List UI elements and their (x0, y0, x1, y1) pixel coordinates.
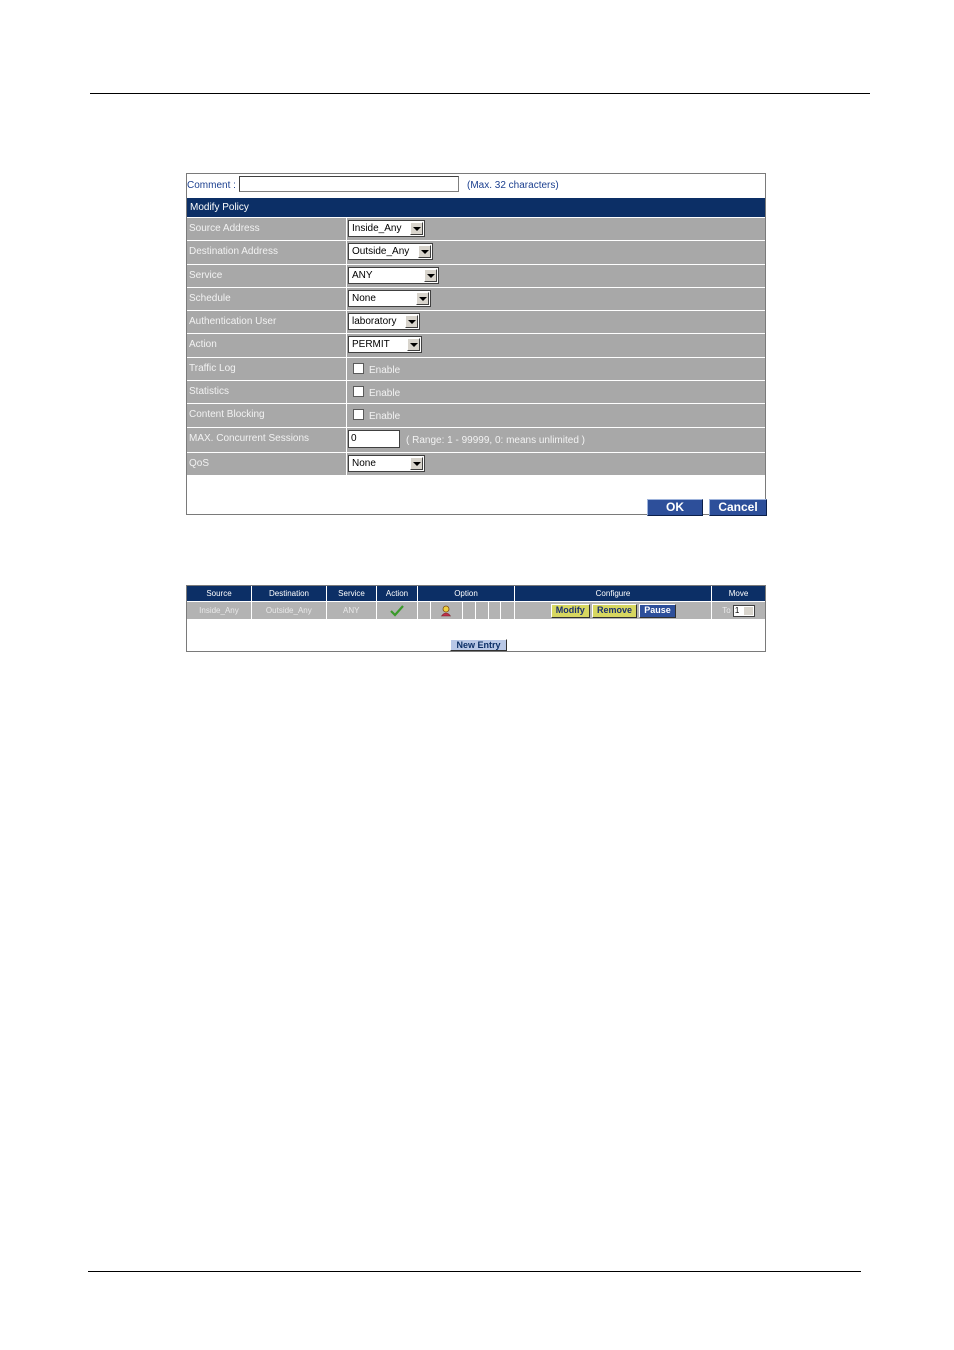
comment-hint: (Max. 32 characters) (467, 180, 559, 191)
modify-policy-panel (186, 173, 766, 515)
option-cell-1 (418, 602, 431, 619)
action-select[interactable] (348, 336, 422, 353)
content-blocking-checkbox[interactable] (353, 409, 364, 420)
row-configure (515, 602, 712, 619)
destination-address-select[interactable] (348, 243, 433, 260)
schedule-value: None (352, 292, 376, 304)
service-value: ANY (352, 269, 373, 281)
destination-address-row (187, 241, 765, 264)
chevron-down-icon[interactable] (416, 292, 429, 305)
destination-address-label: Destination Address (187, 241, 347, 263)
form-rows (187, 218, 765, 476)
modify-button[interactable]: Modify (551, 604, 590, 618)
row-move (712, 602, 765, 619)
content-blocking-row (187, 404, 765, 427)
row-source: Inside_Any (187, 602, 252, 619)
schedule-select[interactable] (348, 290, 431, 307)
comment-label: Comment : (187, 180, 236, 191)
max-sessions-label: MAX. Concurrent Sessions (187, 428, 347, 452)
row-action (377, 602, 418, 619)
chevron-down-icon[interactable] (407, 338, 420, 351)
qos-row (187, 453, 765, 476)
policy-list-panel (186, 585, 766, 652)
col-destination: Destination (252, 586, 327, 601)
option-cell-6 (501, 602, 515, 619)
statistics-checkbox[interactable] (353, 386, 364, 397)
col-option: Option (418, 586, 515, 601)
qos-value: None (352, 457, 376, 469)
comment-row (187, 174, 765, 198)
chevron-down-icon[interactable] (410, 222, 423, 235)
chevron-down-icon[interactable] (424, 269, 437, 282)
col-source: Source (187, 586, 252, 601)
col-configure: Configure (515, 586, 712, 601)
remove-button[interactable]: Remove (592, 604, 637, 618)
comment-input[interactable] (239, 176, 459, 192)
authentication-user-label: Authentication User (187, 311, 347, 333)
cancel-button[interactable]: Cancel (709, 499, 767, 516)
col-move: Move (712, 586, 765, 601)
new-entry-button[interactable]: New Entry (450, 639, 507, 651)
statistics-label: Statistics (187, 381, 347, 403)
chevron-down-icon[interactable] (418, 245, 431, 258)
policy-table-header (187, 586, 765, 601)
form-header: Modify Policy (187, 198, 765, 217)
ok-button[interactable]: OK (647, 499, 703, 516)
chevron-down-icon[interactable] (410, 457, 423, 470)
option-cell-2 (431, 602, 463, 619)
traffic-log-enable-label: Enable (369, 364, 401, 376)
content-blocking-enable-label: Enable (369, 411, 401, 423)
row-destination: Outside_Any (252, 602, 327, 619)
action-value: PERMIT (352, 339, 390, 351)
source-address-row (187, 218, 765, 241)
traffic-log-checkbox[interactable] (353, 363, 364, 374)
table-row (187, 602, 765, 619)
check-mark-icon (390, 605, 404, 617)
statistics-enable-label: Enable (369, 388, 401, 400)
move-select[interactable]: 1 (733, 605, 755, 617)
traffic-log-row (187, 358, 765, 381)
max-sessions-input[interactable]: 0 (348, 430, 400, 448)
page-bottom-rule (88, 1271, 861, 1272)
destination-address-value: Outside_Any (352, 246, 410, 258)
service-row (187, 265, 765, 288)
page-top-rule (90, 93, 870, 94)
statistics-row (187, 381, 765, 404)
authentication-user-value: laboratory (352, 316, 397, 328)
authentication-user-select[interactable] (348, 313, 420, 330)
schedule-row (187, 288, 765, 311)
action-row (187, 334, 765, 357)
row-service: ANY (327, 602, 377, 619)
source-address-select[interactable] (348, 220, 425, 237)
authentication-user-row (187, 311, 765, 334)
option-cell-5 (489, 602, 502, 619)
option-cell-4 (476, 602, 489, 619)
max-sessions-row (187, 428, 765, 453)
schedule-label: Schedule (187, 288, 347, 310)
move-to-label: To (722, 606, 731, 615)
source-address-value: Inside_Any (352, 223, 402, 234)
service-select[interactable] (348, 267, 439, 284)
col-action: Action (377, 586, 418, 601)
max-sessions-hint: ( Range: 1 - 99999, 0: means unlimited ) (406, 434, 585, 446)
traffic-log-label: Traffic Log (187, 358, 347, 380)
col-service: Service (327, 586, 377, 601)
chevron-down-icon[interactable] (405, 315, 418, 328)
source-address-label: Source Address (187, 218, 347, 240)
qos-label: QoS (187, 453, 347, 475)
action-label: Action (187, 334, 347, 356)
user-auth-icon (440, 605, 452, 617)
qos-select[interactable] (348, 455, 425, 472)
content-blocking-label: Content Blocking (187, 404, 347, 426)
service-label: Service (187, 265, 347, 287)
option-cell-3 (463, 602, 476, 619)
pause-button[interactable]: Pause (639, 604, 676, 618)
